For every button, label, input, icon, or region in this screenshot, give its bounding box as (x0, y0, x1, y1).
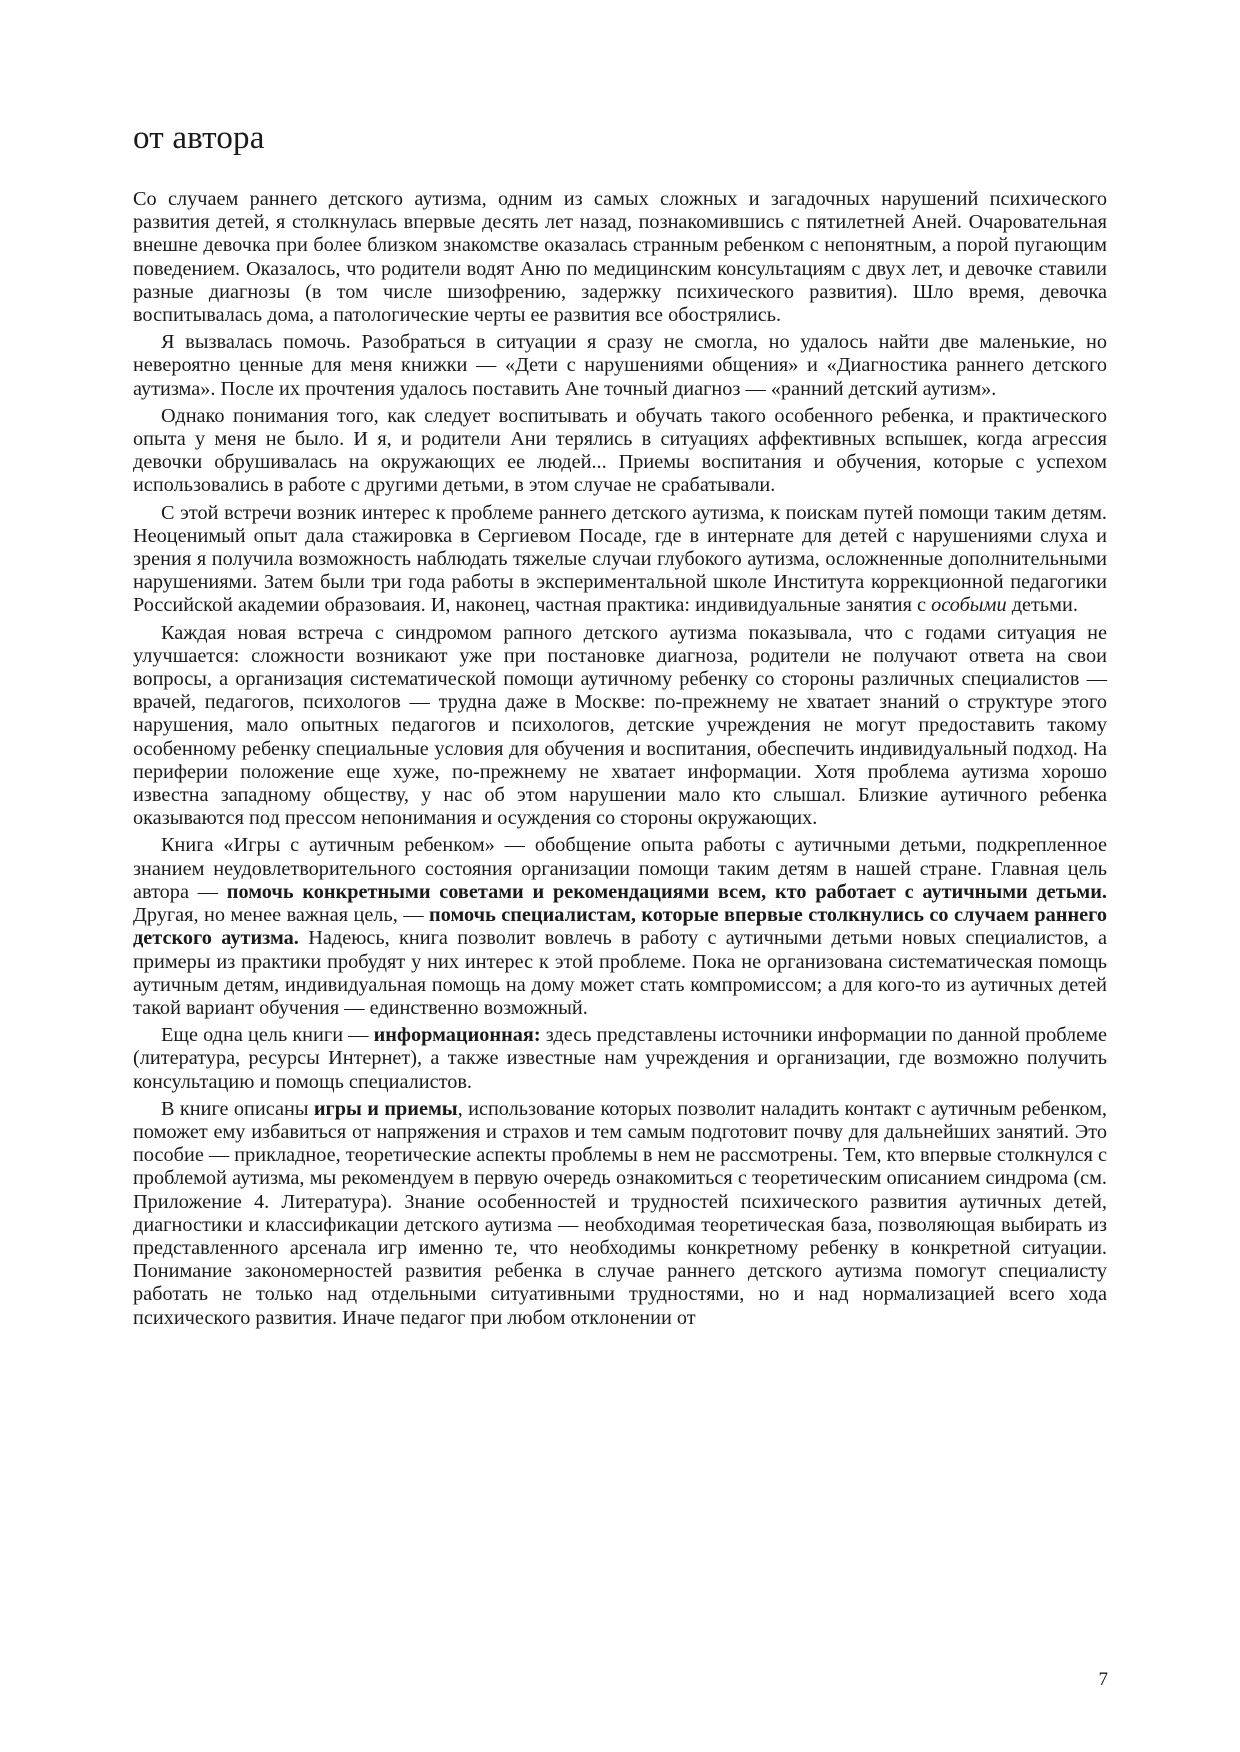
bold-text: помочь специалистам, которые впервые столкнулись со случаем раннего детского аутизма. (133, 904, 1107, 950)
paragraph-8 (133, 1098, 1107, 1330)
text-run: Книга «Игры с аутичным ребенком» — обобщение опыта работы с аутичными детьми, подкрепленное знанием неудовлетворительного состояния организации помощи таким детям в нашей стране. Главная цель автора — (133, 834, 1107, 903)
bold-text: помочь конкретными советами и рекомендациями всем, кто работает с аутичными детьми. (226, 880, 1107, 903)
paragraph-2 (133, 331, 1107, 401)
bold-text: игры и приемы (313, 1097, 458, 1120)
paragraph-5 (133, 622, 1107, 831)
text-run: Надеюсь, книга позволит вовлечь в работу с аутичными детьми новых специалистов, а примеры из практики пробудят у них интерес к этой проблеме. Пока не организована систематическая помощь аутичным детям, индивидуальная помощь на дому может стать компромиссом; а для кого-то из аутичных детей такой вариант обучения — единственно возможный. (133, 927, 1107, 1019)
text-run: Я вызвалась помочь. Разобраться в ситуации я сразу не смогла, но удалось найти две маленькие, но невероятно ценные для меня книжки — «Дети с нарушениями общения» и «Диагностика раннего детского аутизма». После их прочтения удалось поставить Ане точный диагноз — «ранний детский аутизм». (133, 331, 1107, 400)
text-run: В книге описаны (161, 1097, 314, 1120)
text-run: здесь представлены источники информации по данной проблеме (литература, ресурсы Интернет), а также известные нам учреждения и организации, где возможно получить консультацию и помощь специалистов. (133, 1024, 1107, 1093)
text-run: Со случаем раннего детского аутизма, одним из самых сложных и загадочных нарушений психического развития детей, я столкнулась впервые десять лет назад, познакомившись с пятилетней Аней. Очаровательная внешне девочка при более близком знакомстве оказалась странным ребенком с непонятным, а порой пугающим поведением. Оказалось, что родители водят Аню по медицинским консультациям с двух лет, и девочке ставили разные диагнозы (в том числе шизофрению, задержку психического развития). Шло время, девочка воспитывалась дома, а патологические черты ее развития все обострялись. (133, 188, 1107, 327)
body-text (133, 188, 1107, 1334)
text-run: детьми. (1006, 594, 1078, 617)
paragraph-7 (133, 1024, 1107, 1094)
text-run: Другая, но менее важная цель, — (133, 904, 430, 927)
text-run: Однако понимания того, как следует воспитывать и обучать такого особенного ребенка, и практического опыта у меня не было. И я, и родители Ани терялись в ситуациях аффективных вспышек, когда агрессия девочки обрушивалась на окружающих ее людей... Приемы воспитания и обучения, которые с успехом использовались в работе с другими детьми, в этом случае не срабатывали. (133, 404, 1107, 497)
paragraph-4 (133, 502, 1107, 618)
text-run: , использование которых позволит наладить контакт с аутичным ребенком, поможет ему избавиться от напряжения и страхов и тем самым подготовит почву для дальнейших занятий. Это пособие — прикладное, теоретические аспекты проблемы в нем не рассмотрены. Тем, кто впервые столкнулся с проблемой аутизма, мы рекомендуем в первую очередь ознакомиться с теоретическим описанием синдрома (см. Приложение 4. Литература). Знание особенностей и трудностей психического развития аутичных детей, диагностики и классификации детского аутизма — необходимая теоретическая база, позволяющая выбирать из представленного арсенала игр именно те, что необходимы конкретному ребенку в конкретной ситуации. Понимание закономерностей развития ребенка в случае раннего детского аутизма помогут специалисту работать не только над отдельными ситуативными трудностями, но и над нормализацией всего хода психического развития. Иначе педагог при любом отклонении от (133, 1097, 1107, 1329)
page-heading: от автора (133, 120, 265, 156)
paragraph-6 (133, 834, 1107, 1020)
text-run: С этой встречи возник интерес к проблеме раннего детского аутизма, к поискам путей помощи таким детям. Неоценимый опыт дала стажировка в Сергиевом Посаде, где в интернате для детей с нарушениями слуха и зрения я получила возможность наблюдать тяжелые случаи глубокого аутизма, осложненные дополнительными нарушениями. Затем были три года работы в экспериментальной школе Института коррекционной педагогики Российской академии образоваия. И, наконец, частная практика: индивидуальные занятия с (133, 501, 1107, 617)
paragraph-3 (133, 405, 1107, 498)
italic-text: особыми (931, 594, 1007, 617)
text-run: Каждая новая встреча с синдромом рапного детского аутизма показывала, что с годами ситуация не улучшается: сложности возникают уже при постановке диагноза, родители не получают ответа на свои вопросы, а организация систематической помощи аутичному ребенку со стороны различных специалистов — врачей, педагогов, психологов — трудна даже в Москве: по-прежнему не хватает знаний о структуре этого нарушения, мало опытных педагогов и психологов, детские учреждения не могут предоставить такому особенному ребенку специальные условия для обучения и воспитания, обеспечить индивидуальный подход. На периферии положение еще хуже, по-прежнему не хватает информации. Хотя проблема аутизма хорошо известна западному обществу, у нас об этом нарушении мало кто слышал. Близкие аутичного ребенка оказываются под прессом непонимания и осуждения со стороны окружающих. (133, 621, 1107, 830)
bold-text: информационная: (373, 1024, 541, 1047)
paragraph-1 (133, 188, 1107, 327)
text-run: Еще одна цель книги — (161, 1024, 374, 1047)
page-number: 7 (1098, 1669, 1108, 1690)
